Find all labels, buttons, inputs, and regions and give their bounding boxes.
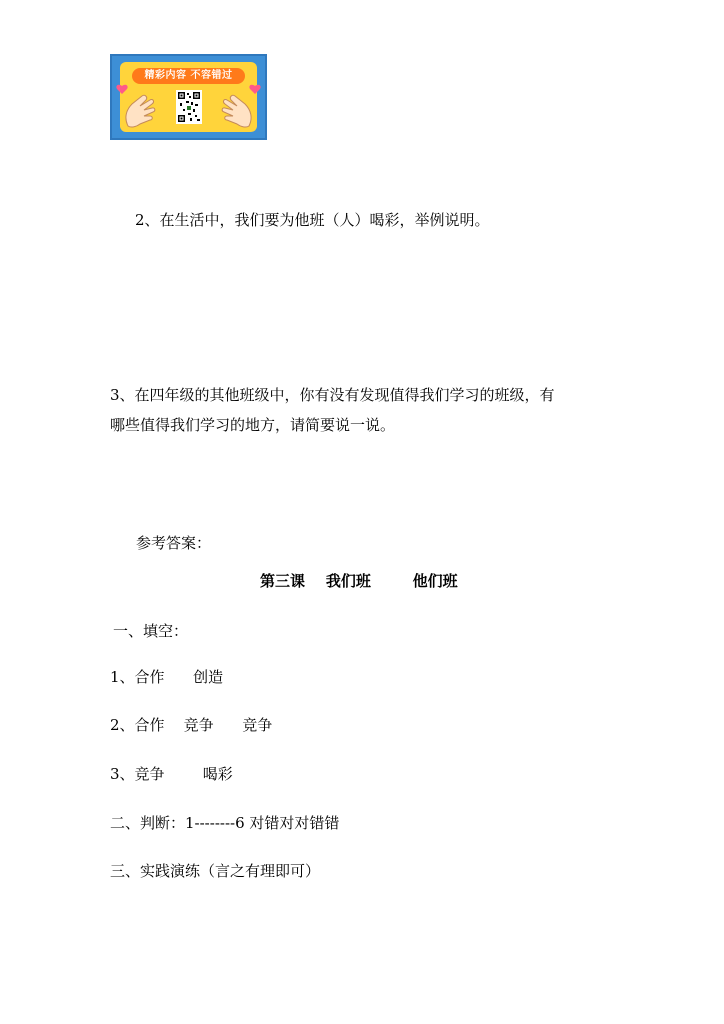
section-2-heading: 二、判断：1--------6 对错对对错错 bbox=[110, 814, 340, 832]
question-3-line-1: 3、在四年级的其他班级中，你有没有发现值得我们学习的班级，有 bbox=[110, 386, 555, 404]
answer-3: 3、竞争 喝彩 bbox=[110, 765, 233, 783]
clapping-hand-right-icon bbox=[215, 92, 255, 130]
promo-banner-title: 精彩内容 不容错过 bbox=[132, 68, 245, 84]
answer-key-label: 参考答案： bbox=[136, 534, 212, 552]
heart-icon bbox=[116, 84, 128, 95]
promo-banner-panel bbox=[120, 62, 257, 132]
section-1-heading: 一、填空： bbox=[113, 622, 189, 640]
section-3-heading: 三、实践演练（言之有理即可） bbox=[110, 862, 321, 880]
answer-1: 1、合作 创造 bbox=[110, 668, 224, 686]
clapping-hand-left-icon bbox=[122, 92, 162, 130]
qr-code-icon bbox=[176, 90, 202, 124]
lesson-title: 第三课 我们班 他们班 bbox=[260, 572, 458, 590]
promo-banner[interactable] bbox=[110, 54, 267, 140]
question-3-line-2: 哪些值得我们学习的地方，请简要说一说。 bbox=[110, 416, 396, 434]
question-2: 2、在生活中，我们要为他班（人）喝彩，举例说明。 bbox=[135, 211, 490, 229]
answer-2: 2、合作 竞争 竞争 bbox=[110, 716, 273, 734]
heart-icon bbox=[249, 84, 261, 95]
